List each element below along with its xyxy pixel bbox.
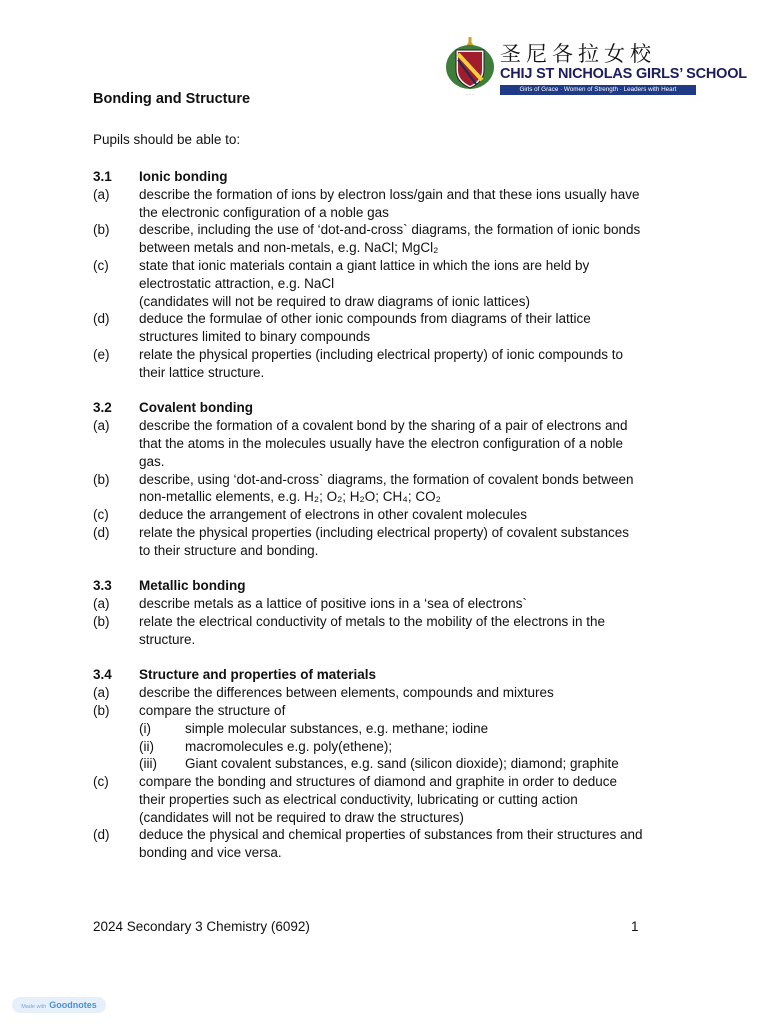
item-text: describe, using ‘dot-and-cross` diagrams, the formation of covalent bonds between: [139, 471, 634, 487]
list-item-continued: [93, 542, 693, 560]
list-item: [93, 613, 693, 631]
item-text: structures limited to binary compounds: [139, 329, 371, 345]
item-label: (d): [93, 827, 110, 843]
list-item-continued: [93, 844, 693, 862]
item-label: (b): [93, 702, 110, 718]
list-item: [93, 257, 693, 275]
item-text: compare the bonding and structures of diamond and graphite in order to deduce: [139, 774, 618, 790]
list-item: [93, 773, 693, 791]
sub-item-text: simple molecular substances, e.g. methane; iodine: [185, 720, 489, 736]
syllabus-content: [93, 168, 693, 862]
item-text: describe metals as a lattice of positive ions in a ‘sea of electrons`: [139, 596, 527, 612]
list-item-continued: [93, 453, 693, 471]
list-item: [93, 524, 693, 542]
sub-item-text: Giant covalent substances, e.g. sand (silicon dioxide); diamond; graphite: [185, 756, 619, 772]
sub-list-item: [93, 755, 693, 773]
item-text: that the atoms in the molecules usually have the electron configuration of a noble: [139, 435, 624, 451]
item-text: describe, including the use of ‘dot-and-cross` diagrams, the formation of ionic bonds: [139, 222, 641, 238]
list-item: [93, 702, 693, 720]
item-text: compare the structure of: [139, 702, 286, 718]
school-logo: [444, 36, 747, 102]
list-item: [93, 417, 693, 435]
item-text: relate the electrical conductivity of metals to the mobility of the electrons in the: [139, 613, 605, 629]
section-title: Ionic bonding: [139, 169, 228, 184]
item-label: (b): [93, 222, 110, 238]
item-label: (b): [93, 613, 110, 629]
sub-list-item: [93, 738, 693, 756]
sub-item-label: (i): [139, 720, 151, 736]
item-text: state that ionic materials contain a giant lattice in which the ions are held by: [139, 257, 590, 273]
list-item: [93, 595, 693, 613]
list-item-continued: [93, 293, 693, 311]
page-title: Bonding and Structure: [93, 91, 251, 107]
item-text: gas.: [139, 453, 165, 469]
list-item-continued: [93, 275, 693, 293]
item-label: (c): [93, 774, 109, 790]
sub-item-label: (iii): [139, 756, 157, 772]
item-text: between metals and non-metals, e.g. NaCl; MgCl₂: [139, 240, 439, 256]
item-text: to their structure and bonding.: [139, 542, 319, 558]
section-heading: [93, 666, 693, 684]
badge-brand: Goodnotes: [49, 1000, 97, 1010]
section-heading: [93, 399, 693, 417]
list-item: [93, 186, 693, 204]
sub-list-item: [93, 720, 693, 738]
item-text: relate the physical properties (including electrical property) of ionic compounds to: [139, 346, 623, 362]
svg-text:· · ·: · · ·: [466, 92, 474, 98]
list-item: [93, 346, 693, 364]
section-number: 3.2: [93, 400, 112, 416]
list-item-continued: [93, 809, 693, 827]
item-text: their properties such as electrical conductivity, lubricating or cutting action: [139, 791, 578, 807]
section-number: 3.1: [93, 169, 112, 184]
section-number: 3.4: [93, 667, 112, 683]
section-heading: [93, 577, 693, 595]
school-motto: Girls of Grace · Women of Strength · Leaders with Heart: [500, 85, 696, 95]
school-name: CHIJ ST NICHOLAS GIRLS’ SCHOOL: [500, 66, 747, 82]
item-label: (c): [93, 507, 109, 523]
spacer: [93, 382, 693, 400]
item-text: deduce the arrangement of electrons in other covalent molecules: [139, 507, 527, 523]
list-item: [93, 310, 693, 328]
sub-item-text: macromolecules e.g. poly(ethene);: [185, 738, 393, 754]
item-label: (a): [93, 685, 110, 701]
spacer: [93, 649, 693, 667]
item-label: (a): [93, 186, 110, 202]
list-item-continued: [93, 488, 693, 506]
item-text: relate the physical properties (including electrical property) of covalent substances: [139, 524, 630, 540]
list-item: [93, 221, 693, 239]
list-item-continued: [93, 791, 693, 809]
section-title: Covalent bonding: [139, 400, 253, 416]
school-crest-icon: [444, 36, 496, 98]
badge-prefix: Made with: [21, 1004, 47, 1010]
item-text: (candidates will not be required to draw the structures): [139, 809, 464, 825]
list-item-continued: [93, 328, 693, 346]
goodnotes-badge[interactable]: [12, 997, 106, 1013]
item-label: (a): [93, 596, 110, 612]
item-label: (d): [93, 524, 110, 540]
school-chinese-name: 圣尼各拉女校: [500, 42, 656, 66]
page-number: 1: [631, 919, 639, 934]
item-text: describe the differences between elements, compounds and mixtures: [139, 685, 554, 701]
item-label: (b): [93, 471, 110, 487]
section-number: 3.3: [93, 578, 112, 594]
list-item: [93, 826, 693, 844]
list-item-continued: [93, 239, 693, 257]
item-text: bonding and vice versa.: [139, 845, 282, 861]
item-text: deduce the formulae of other ionic compounds from diagrams of their lattice: [139, 311, 591, 327]
item-label: (e): [93, 346, 110, 362]
list-item: [93, 506, 693, 524]
section-heading: [93, 168, 693, 186]
item-text: non-metallic elements, e.g. H₂; O₂; H₂O; CH₄; CO₂: [139, 489, 441, 505]
item-text: the electronic configuration of a noble gas: [139, 204, 389, 220]
item-text: their lattice structure.: [139, 364, 265, 380]
list-item-continued: [93, 435, 693, 453]
item-text: structure.: [139, 631, 196, 647]
item-text: (candidates will not be required to draw diagrams of ionic lattices): [139, 293, 530, 309]
item-label: (d): [93, 311, 110, 327]
item-text: describe the formation of a covalent bond by the sharing of a pair of electrons and: [139, 418, 628, 434]
list-item-continued: [93, 364, 693, 382]
sub-item-label: (ii): [139, 738, 154, 754]
item-text: describe the formation of ions by electron loss/gain and that these ions usually have: [139, 186, 640, 202]
section-title: Metallic bonding: [139, 578, 246, 594]
item-text: electrostatic attraction, e.g. NaCl: [139, 275, 335, 291]
list-item: [93, 684, 693, 702]
list-item: [93, 471, 693, 489]
intro-text: Pupils should be able to:: [93, 132, 241, 147]
list-item-continued: [93, 204, 693, 222]
footer-course-label: 2024 Secondary 3 Chemistry (6092): [93, 919, 310, 934]
list-item-continued: [93, 631, 693, 649]
spacer: [93, 560, 693, 578]
item-text: deduce the physical and chemical properties of substances from their structures and: [139, 827, 643, 843]
section-title: Structure and properties of materials: [139, 667, 377, 683]
item-label: (a): [93, 418, 110, 434]
item-label: (c): [93, 257, 109, 273]
